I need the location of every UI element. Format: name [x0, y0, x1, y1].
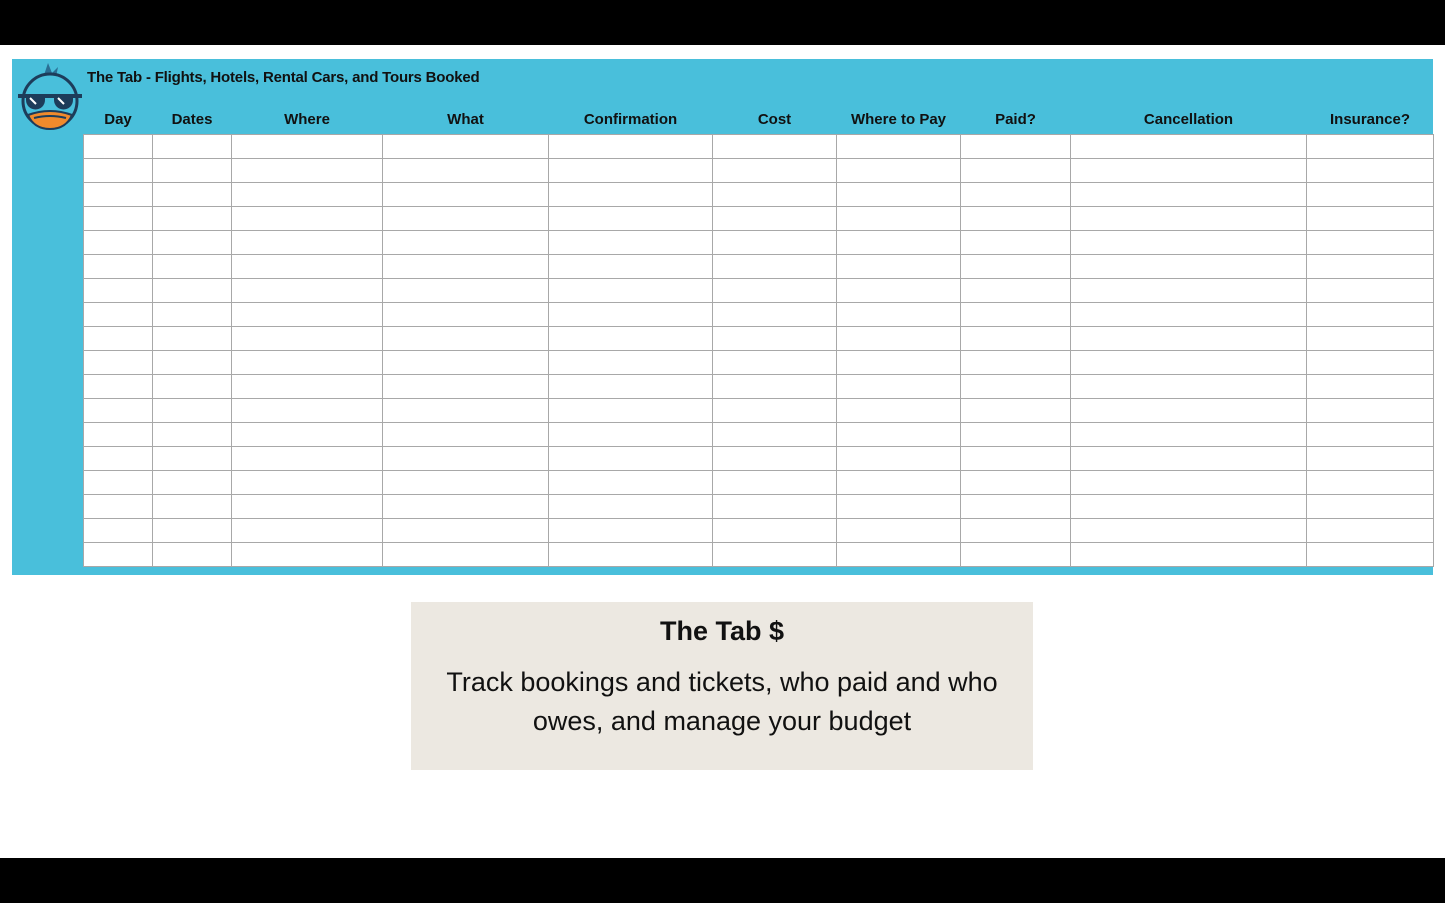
- table-cell[interactable]: [84, 447, 153, 471]
- table-cell[interactable]: [232, 255, 383, 279]
- table-cell[interactable]: [961, 207, 1071, 231]
- table-row: [84, 279, 1434, 303]
- table-cell[interactable]: [837, 543, 961, 567]
- table-cell[interactable]: [713, 231, 837, 255]
- table-cell[interactable]: [549, 447, 713, 471]
- table-cell[interactable]: [713, 159, 837, 183]
- table-cell[interactable]: [1071, 423, 1307, 447]
- table-row: [84, 327, 1434, 351]
- sheet-title: The Tab - Flights, Hotels, Rental Cars, and Tours Booked: [87, 69, 480, 86]
- column-header[interactable]: Cancellation: [1143, 110, 1234, 128]
- table-row: [84, 447, 1434, 471]
- table-cell[interactable]: [383, 303, 549, 327]
- table-cell[interactable]: [1307, 255, 1434, 279]
- table-cell[interactable]: [1071, 135, 1307, 159]
- table-cell[interactable]: [153, 447, 232, 471]
- table-body: [84, 135, 1434, 567]
- table-cell[interactable]: [232, 159, 383, 183]
- table-cell[interactable]: [837, 495, 961, 519]
- table-cell[interactable]: [549, 471, 713, 495]
- table-cell[interactable]: [837, 183, 961, 207]
- table-cell[interactable]: [713, 519, 837, 543]
- table-cell[interactable]: [549, 399, 713, 423]
- table-cell[interactable]: [1307, 231, 1434, 255]
- table-cell[interactable]: [232, 471, 383, 495]
- table-cell[interactable]: [1307, 279, 1434, 303]
- caption-box: [411, 602, 1033, 770]
- table-cell[interactable]: [1071, 375, 1307, 399]
- table-cell[interactable]: [153, 207, 232, 231]
- table-cell[interactable]: [1071, 207, 1307, 231]
- table-cell[interactable]: [153, 303, 232, 327]
- table-cell[interactable]: [837, 303, 961, 327]
- table-cell[interactable]: [153, 159, 232, 183]
- table-cell[interactable]: [84, 207, 153, 231]
- table-row: [84, 159, 1434, 183]
- table-cell[interactable]: [84, 279, 153, 303]
- table-cell[interactable]: [1307, 327, 1434, 351]
- table-cell[interactable]: [1307, 399, 1434, 423]
- table-cell[interactable]: [84, 255, 153, 279]
- table-cell[interactable]: [961, 447, 1071, 471]
- table-cell[interactable]: [383, 399, 549, 423]
- table-cell[interactable]: [549, 255, 713, 279]
- table-cell[interactable]: [1071, 303, 1307, 327]
- table-cell[interactable]: [837, 279, 961, 303]
- table-row: [84, 207, 1434, 231]
- table-cell[interactable]: [383, 279, 549, 303]
- table-cell[interactable]: [837, 471, 961, 495]
- table-cell[interactable]: [383, 423, 549, 447]
- table-cell[interactable]: [153, 183, 232, 207]
- table-cell[interactable]: [837, 423, 961, 447]
- table-cell[interactable]: [837, 255, 961, 279]
- table-cell[interactable]: [713, 351, 837, 375]
- table-cell[interactable]: [1071, 327, 1307, 351]
- table-cell[interactable]: [713, 279, 837, 303]
- table-cell[interactable]: [549, 159, 713, 183]
- column-header[interactable]: What: [447, 110, 484, 128]
- table-cell[interactable]: [1307, 375, 1434, 399]
- table-cell[interactable]: [1071, 519, 1307, 543]
- table-cell[interactable]: [153, 423, 232, 447]
- table-cell[interactable]: [84, 159, 153, 183]
- table-cell[interactable]: [837, 375, 961, 399]
- table-cell[interactable]: [837, 399, 961, 423]
- table-cell[interactable]: [84, 495, 153, 519]
- table-cell[interactable]: [153, 519, 232, 543]
- table-cell[interactable]: [549, 495, 713, 519]
- table-row: [84, 423, 1434, 447]
- table-cell[interactable]: [232, 375, 383, 399]
- table-cell[interactable]: [153, 495, 232, 519]
- table-cell[interactable]: [383, 495, 549, 519]
- table-cell[interactable]: [153, 279, 232, 303]
- table-cell[interactable]: [383, 231, 549, 255]
- table-cell[interactable]: [961, 303, 1071, 327]
- table-cell[interactable]: [713, 207, 837, 231]
- table-cell[interactable]: [232, 231, 383, 255]
- table-cell[interactable]: [1307, 423, 1434, 447]
- table-row: [84, 255, 1434, 279]
- table-cell[interactable]: [549, 135, 713, 159]
- table-cell[interactable]: [837, 135, 961, 159]
- table-cell[interactable]: [1071, 495, 1307, 519]
- table-row: [84, 303, 1434, 327]
- table-cell[interactable]: [232, 183, 383, 207]
- table-cell[interactable]: [713, 135, 837, 159]
- table-cell[interactable]: [1071, 447, 1307, 471]
- table-cell[interactable]: [84, 135, 153, 159]
- table-row: [84, 471, 1434, 495]
- table-cell[interactable]: [713, 303, 837, 327]
- table-cell[interactable]: [153, 351, 232, 375]
- table-cell[interactable]: [713, 375, 837, 399]
- table-cell[interactable]: [1307, 519, 1434, 543]
- table-cell[interactable]: [153, 231, 232, 255]
- table-cell[interactable]: [84, 183, 153, 207]
- table-cell[interactable]: [153, 327, 232, 351]
- table-cell[interactable]: [961, 399, 1071, 423]
- table-cell[interactable]: [232, 423, 383, 447]
- table-row: [84, 135, 1434, 159]
- table-cell[interactable]: [383, 543, 549, 567]
- table-cell[interactable]: [84, 327, 153, 351]
- table-row: [84, 375, 1434, 399]
- table-cell[interactable]: [961, 543, 1071, 567]
- table-cell[interactable]: [837, 231, 961, 255]
- table-cell[interactable]: [549, 207, 713, 231]
- column-header[interactable]: Where to Pay: [850, 110, 947, 128]
- table-cell[interactable]: [961, 159, 1071, 183]
- table-cell[interactable]: [383, 471, 549, 495]
- table-cell[interactable]: [1071, 231, 1307, 255]
- table-cell[interactable]: [549, 231, 713, 255]
- table-cell[interactable]: [232, 135, 383, 159]
- table-row: [84, 399, 1434, 423]
- caption-title: The Tab $: [659, 616, 785, 646]
- table-cell[interactable]: [713, 471, 837, 495]
- table-cell[interactable]: [153, 255, 232, 279]
- table-cell[interactable]: [961, 519, 1071, 543]
- table-cell[interactable]: [549, 183, 713, 207]
- table-row: [84, 183, 1434, 207]
- bookings-table[interactable]: [83, 104, 1433, 575]
- table-cell[interactable]: [837, 351, 961, 375]
- table-cell[interactable]: [837, 207, 961, 231]
- table-cell[interactable]: [837, 519, 961, 543]
- column-header[interactable]: Dates: [171, 110, 213, 128]
- table-cell[interactable]: [713, 495, 837, 519]
- table-cell[interactable]: [961, 231, 1071, 255]
- duck-with-sunglasses-icon: [14, 61, 84, 135]
- table-cell[interactable]: [837, 327, 961, 351]
- table-cell[interactable]: [1307, 183, 1434, 207]
- table-cell[interactable]: [232, 327, 383, 351]
- table-cell[interactable]: [961, 279, 1071, 303]
- table-cell[interactable]: [961, 423, 1071, 447]
- table-cell[interactable]: [549, 543, 713, 567]
- table-cell[interactable]: [84, 471, 153, 495]
- table-cell[interactable]: [153, 471, 232, 495]
- table-cell[interactable]: [549, 279, 713, 303]
- table-cell[interactable]: [84, 423, 153, 447]
- table-cell[interactable]: [1307, 471, 1434, 495]
- table-cell[interactable]: [961, 375, 1071, 399]
- table-cell[interactable]: [961, 351, 1071, 375]
- column-header[interactable]: Cost: [757, 110, 792, 128]
- slide: [0, 45, 1445, 858]
- caption-body: Track bookings and tickets, who paid and who owes, and manage your budget: [446, 667, 998, 736]
- table-cell[interactable]: [961, 183, 1071, 207]
- table-cell[interactable]: [713, 399, 837, 423]
- table-cell[interactable]: [383, 375, 549, 399]
- table-cell[interactable]: [549, 327, 713, 351]
- table-cell[interactable]: [383, 135, 549, 159]
- table-cell[interactable]: [961, 495, 1071, 519]
- table-cell[interactable]: [232, 279, 383, 303]
- table-cell[interactable]: [1071, 351, 1307, 375]
- table-cell[interactable]: [1071, 279, 1307, 303]
- table-cell[interactable]: [84, 519, 153, 543]
- table-cell[interactable]: [713, 255, 837, 279]
- table-row: [84, 351, 1434, 375]
- table-cell[interactable]: [1071, 255, 1307, 279]
- table-cell[interactable]: [1071, 543, 1307, 567]
- table-cell[interactable]: [84, 231, 153, 255]
- table-cell[interactable]: [84, 375, 153, 399]
- table-cell[interactable]: [837, 447, 961, 471]
- table-cell[interactable]: [383, 519, 549, 543]
- table-cell[interactable]: [1071, 159, 1307, 183]
- table-cell[interactable]: [153, 135, 232, 159]
- table-cell[interactable]: [383, 183, 549, 207]
- table-cell[interactable]: [549, 519, 713, 543]
- table-cell[interactable]: [549, 303, 713, 327]
- table-cell[interactable]: [383, 447, 549, 471]
- table-cell[interactable]: [713, 423, 837, 447]
- table-cell[interactable]: [232, 351, 383, 375]
- table-cell[interactable]: [1071, 471, 1307, 495]
- table-cell[interactable]: [153, 399, 232, 423]
- table-cell[interactable]: [232, 207, 383, 231]
- spreadsheet-panel: [12, 59, 1433, 575]
- table-cell[interactable]: [383, 207, 549, 231]
- column-header[interactable]: Where: [284, 110, 330, 128]
- table-cell[interactable]: [1307, 447, 1434, 471]
- column-header[interactable]: Paid?: [995, 110, 1036, 128]
- table-cell[interactable]: [961, 255, 1071, 279]
- column-header[interactable]: Confirmation: [583, 110, 678, 128]
- column-header[interactable]: Insurance?: [1329, 110, 1411, 128]
- table-cell[interactable]: [232, 519, 383, 543]
- table-cell[interactable]: [549, 351, 713, 375]
- table-cell[interactable]: [1307, 303, 1434, 327]
- table-cell[interactable]: [232, 543, 383, 567]
- table-cell[interactable]: [153, 543, 232, 567]
- header-row: [84, 104, 1434, 135]
- table-cell[interactable]: [383, 351, 549, 375]
- table-cell[interactable]: [713, 183, 837, 207]
- table-cell[interactable]: [383, 159, 549, 183]
- table-cell[interactable]: [1307, 351, 1434, 375]
- table-cell[interactable]: [961, 135, 1071, 159]
- table-cell[interactable]: [232, 447, 383, 471]
- table-cell[interactable]: [232, 303, 383, 327]
- table-row: [84, 519, 1434, 543]
- table-cell[interactable]: [1071, 399, 1307, 423]
- table-row: [84, 543, 1434, 567]
- table-row: [84, 495, 1434, 519]
- table-cell[interactable]: [1307, 159, 1434, 183]
- table-cell[interactable]: [232, 495, 383, 519]
- table-cell[interactable]: [961, 471, 1071, 495]
- table-cell[interactable]: [1071, 183, 1307, 207]
- table-cell[interactable]: [383, 327, 549, 351]
- table-cell[interactable]: [549, 375, 713, 399]
- table-cell[interactable]: [232, 399, 383, 423]
- table-cell[interactable]: [713, 543, 837, 567]
- table-cell[interactable]: [837, 159, 961, 183]
- table-cell[interactable]: [84, 303, 153, 327]
- table-cell[interactable]: [84, 351, 153, 375]
- table-cell[interactable]: [1307, 543, 1434, 567]
- table-cell[interactable]: [713, 447, 837, 471]
- table-cell[interactable]: [1307, 135, 1434, 159]
- table-cell[interactable]: [153, 375, 232, 399]
- column-header[interactable]: Day: [104, 110, 132, 128]
- table-cell[interactable]: [1307, 207, 1434, 231]
- table-cell[interactable]: [84, 399, 153, 423]
- table-cell[interactable]: [84, 543, 153, 567]
- table-cell[interactable]: [961, 327, 1071, 351]
- table-row: [84, 231, 1434, 255]
- table-cell[interactable]: [713, 327, 837, 351]
- table-cell[interactable]: [549, 423, 713, 447]
- table-cell[interactable]: [383, 255, 549, 279]
- table-cell[interactable]: [1307, 495, 1434, 519]
